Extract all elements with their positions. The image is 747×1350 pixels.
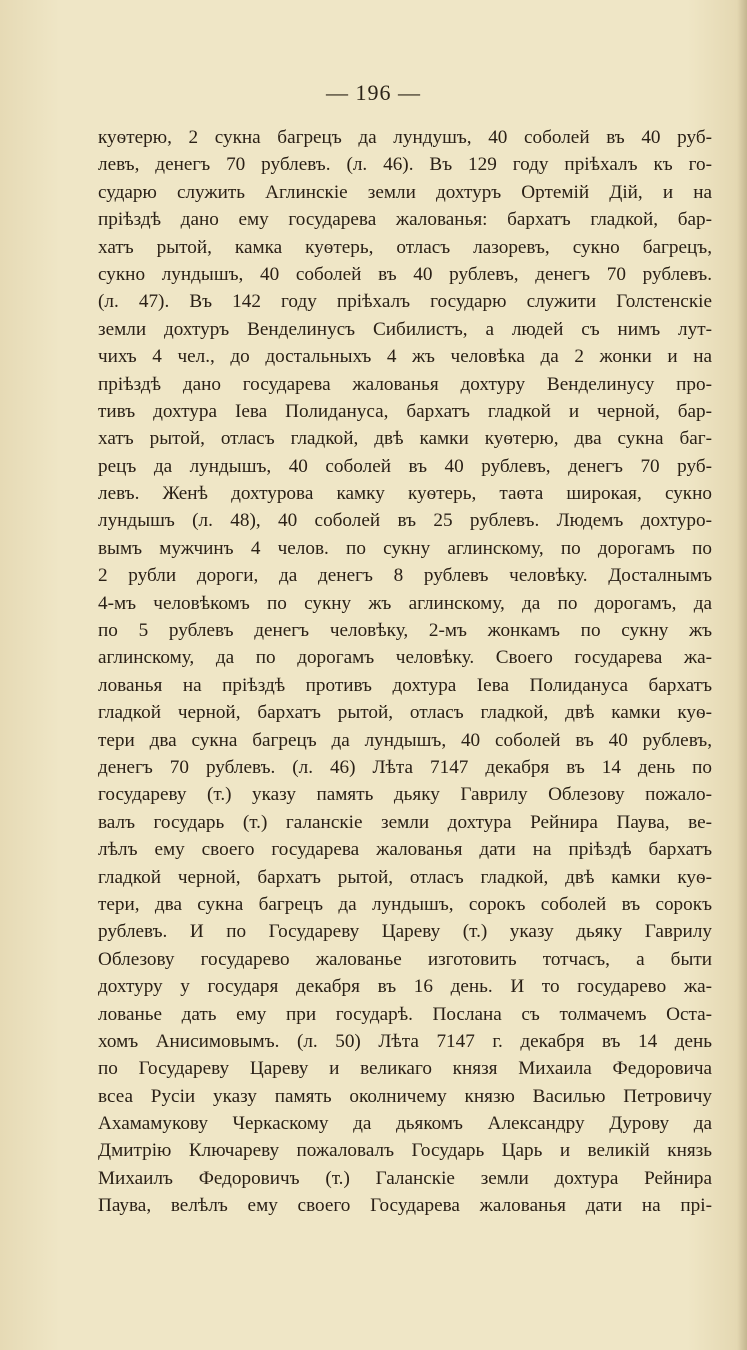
text-line: лованье дать ему при государѣ. Послана съ толмачемъ Оста- xyxy=(98,1003,712,1025)
text-line: Ахамамукову Черкаскому да дьякомъ Александру Дурову да xyxy=(98,1113,712,1135)
text-line: 4-мъ человѣкомъ по сукну жъ аглинскому, да по дорогамъ, да xyxy=(98,592,712,614)
page-edge-shadow xyxy=(737,0,747,1350)
text-line: 2 рубли дороги, да денегъ 8 рублевъ человѣку. Досталнымъ xyxy=(98,565,712,587)
text-line: (л. 47). Въ 142 году пріѣхалъ государю служити Голстенскіе xyxy=(98,291,712,313)
text-line: тери, два сукна багрецъ да лундышъ, сорокъ соболей въ сорокъ xyxy=(98,893,712,915)
text-line: дохтуру у государя декабря въ 16 день. И то государево жа- xyxy=(98,976,712,998)
text-line: хатъ рытой, отласъ гладкой, двѣ камки куѳтерю, два сукна баг- xyxy=(98,428,712,450)
text-line: гладкой черной, бархатъ рытой, отласъ гладкой, двѣ камки куѳ- xyxy=(98,702,712,724)
text-line: рецъ да лундышъ, 40 соболей въ 40 рублевъ, денегъ 70 руб- xyxy=(98,455,712,477)
text-line: Облезову государево жалованье изготовить тотчасъ, а быти xyxy=(98,948,712,970)
text-line: Дмитрію Ключареву пожаловалъ Государь Царь и великій князь xyxy=(98,1140,712,1162)
text-line: валъ государь (т.) галанскіе земли дохтура Рейнира Паува, ве- xyxy=(98,811,712,833)
text-line: по 5 рублевъ денегъ человѣку, 2-мъ жонкамъ по сукну жъ xyxy=(98,620,712,642)
text-line: сударю служить Аглинскіе земли дохтуръ Ортемій Дій, и на xyxy=(98,181,712,203)
text-line: чихъ 4 чел., до достальныхъ 4 жъ человѣка да 2 жонки и на xyxy=(98,346,712,368)
text-line: хомъ Анисимовымъ. (л. 50) Лѣта 7147 г. декабря въ 14 день xyxy=(98,1030,712,1052)
text-line: рублевъ. И по Государеву Цареву (т.) указу дьяку Гаврилу xyxy=(98,921,712,943)
text-line: куѳтерю, 2 сукна багрецъ да лундушъ, 40 соболей въ 40 руб- xyxy=(98,127,712,148)
text-line: лундышъ (л. 48), 40 соболей въ 25 рублевъ. Людемъ дохтуро- xyxy=(98,510,712,532)
text-line: Михаилъ Федоровичъ (т.) Галанскіе земли дохтура Рейнира xyxy=(98,1167,712,1189)
text-line: аглинскому, да по дорогамъ человѣку. Своего государева жа- xyxy=(98,647,712,669)
text-line: лованья на пріѣздѣ противъ дохтура Іева Полидануса бархатъ xyxy=(98,674,712,696)
text-line: левъ. Женѣ дохтурова камку куѳтерь, таѳта широкая, сукно xyxy=(98,483,712,505)
text-line: левъ, денегъ 70 рублевъ. (л. 46). Въ 129 году пріѣхалъ къ го- xyxy=(98,154,712,176)
text-line: пріѣздѣ дано государева жалованья дохтуру Венделинусу про- xyxy=(98,373,712,395)
page-number: — 196 — xyxy=(326,80,421,105)
text-line: земли дохтуръ Венделинусъ Сибилистъ, а людей съ нимъ лут- xyxy=(98,318,712,340)
text-line: Паува, велѣлъ ему своего Государева жалованья дати на прі- xyxy=(98,1195,712,1217)
text-line: сукно лундышъ, 40 соболей въ 40 рублевъ, денегъ 70 рублевъ. xyxy=(98,263,712,285)
text-line: пріѣздѣ дано ему государева жалованья: бархатъ гладкой, бар- xyxy=(98,209,712,231)
text-line: хатъ рытой, камка куѳтерь, отласъ лазоревъ, сукно багрецъ, xyxy=(98,236,712,258)
text-line: гладкой черной, бархатъ рытой, отласъ гладкой, двѣ камки куѳ- xyxy=(98,866,712,888)
text-line: тивъ дохтура Іева Полидануса, бархатъ гладкой и черной, бар- xyxy=(98,400,712,422)
text-line: тери два сукна багрецъ да лундышъ, 40 соболей въ 40 рублевъ, xyxy=(98,729,712,751)
text-line: государеву (т.) указу память дьяку Гаврилу Облезову пожало- xyxy=(98,784,712,806)
text-line: всеа Русіи указу память околничему князю Василью Петровичу xyxy=(98,1085,712,1107)
text-line: лѣлъ ему своего государева жалованья дати на пріѣздѣ бархатъ xyxy=(98,839,712,861)
body-text xyxy=(98,124,712,1220)
text-line: денегъ 70 рублевъ. (л. 46) Лѣта 7147 декабря въ 14 день по xyxy=(98,756,712,778)
text-line: вымъ мужчинъ 4 челов. по сукну аглинскому, по дорогамъ по xyxy=(98,537,712,559)
text-line: по Государеву Цареву и великаго князя Михаила Федоровича xyxy=(98,1058,712,1080)
